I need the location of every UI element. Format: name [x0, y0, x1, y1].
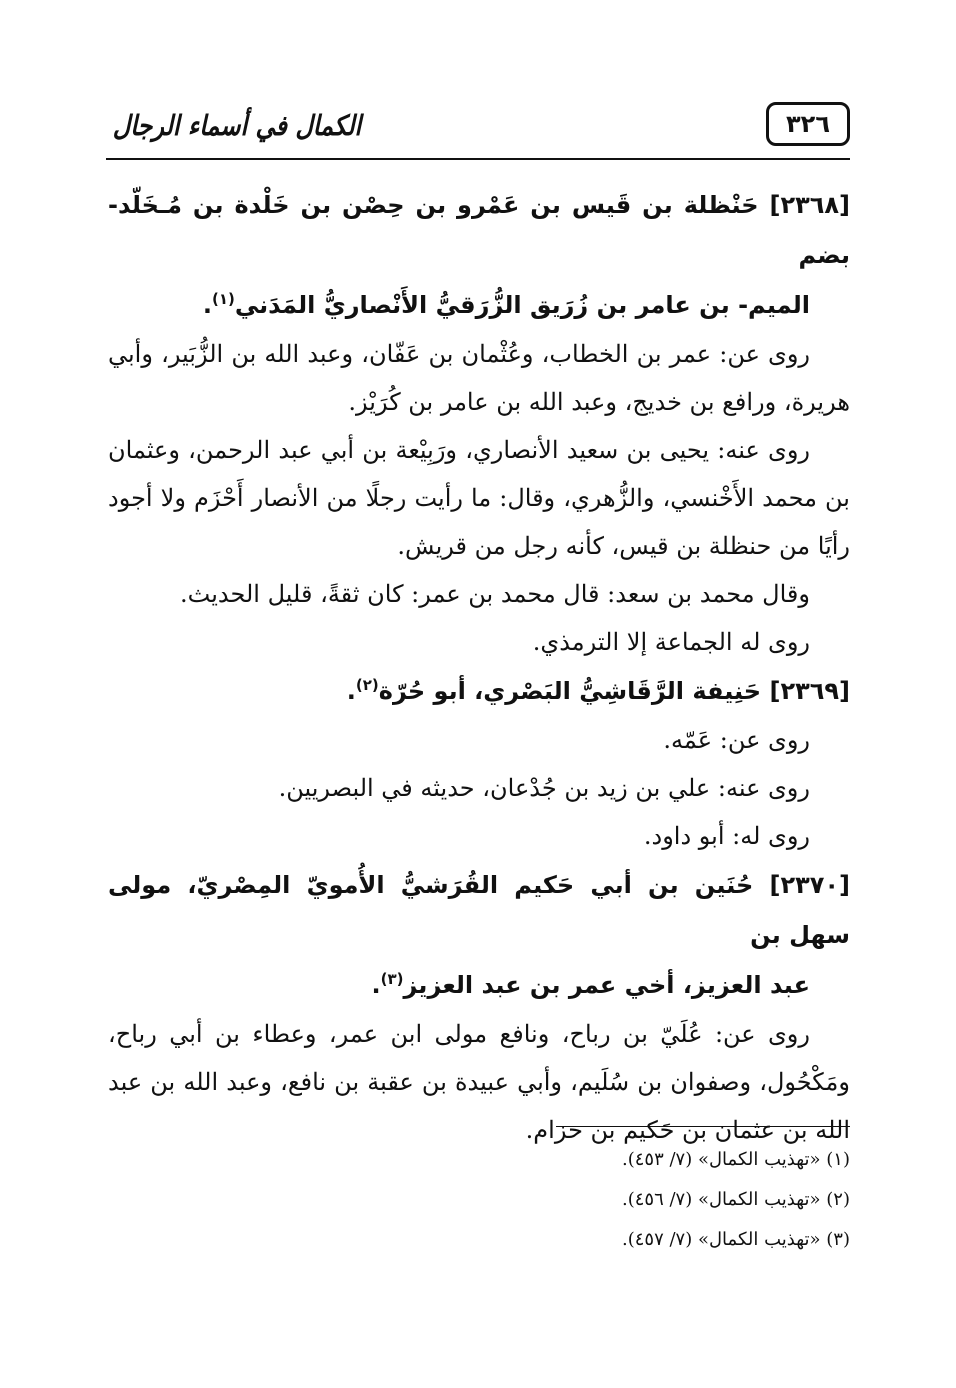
narrated-for: روى له: أبو داود. — [643, 822, 810, 850]
ibn-saad-quote: وقال محمد بن سعد: قال محمد بن عمر: كان ثقةً، قليل الحديث. — [180, 580, 810, 608]
footnote-ref: (٢) — [355, 676, 379, 694]
heading-period: . — [346, 677, 356, 705]
header-divider — [106, 158, 850, 160]
entry-heading-line: الميم- بن عامر بن زُرَيق الزُّرَقيُّ الأَنْصاريُّ المَدَني — [234, 291, 810, 319]
page-number: ٣٢٦ — [766, 102, 850, 146]
book-title — [112, 102, 362, 150]
entry-heading-line: عبد العزيز، أخي عمر بن عبد العزيز — [403, 971, 810, 999]
footnote-divider — [556, 1126, 850, 1127]
entry-heading-line: [٢٣٦٩] حَنِيفة الرَّقَاشِيُّ البَصْري، أبو حُرّة — [378, 677, 850, 705]
footnotes — [450, 1140, 850, 1260]
entry-heading-2368 — [108, 180, 850, 280]
entry-heading-2368-cont — [108, 280, 850, 330]
heading-period: . — [202, 291, 212, 319]
footnote-ref: (٣) — [380, 970, 404, 988]
page-body — [108, 180, 850, 1154]
entry-heading-2370 — [108, 860, 850, 960]
footnote-ref: (١) — [211, 290, 235, 308]
entry-heading-2370-cont — [108, 960, 850, 1010]
narrated-by: روى عنه: يحيى بن سعيد الأنصاري، ورَبِيْعة بن أبي عبد الرحمن، وعثمان بن محمد الأَخْنسي، والزُّهري، وقال: ما رأيت رجلًا من الأنصار أَحْزَم ولا أجود رأيًا من حنظلة بن قيس، كأنه رجل من قريش. — [108, 436, 850, 560]
book-title-text: الكمال في أسماء الرجال — [112, 109, 362, 143]
narrated-from: روى عن: عَمّه. — [663, 726, 810, 754]
narrated-from: روى عن: عُلَيّ بن رباح، ونافع مولى ابن عمر، وعطاء بن أبي رباح، ومَكْحُول، وصفوان بن سُلَيم، وأبي عبيدة بن عقبة بن نافع، وعبد الله بن عبد الله بن عثمان بن حَكيم بن حزام. — [108, 1020, 850, 1144]
footnote-1: (١) «تهذيب الكمال» (٧/ ٤٥٣). — [621, 1149, 850, 1170]
entry-heading-line: [٢٣٧٠] حُنَين بن أبي حَكيم القُرَشيُّ الأُمويّ المِصْريّ، مولى سهل بن — [108, 871, 850, 949]
entry-heading-2369 — [108, 666, 850, 716]
narrated-from: روى عن: عمر بن الخطاب، وعُثْمان بن عَفّان، وعبد الله بن الزُّبَير، وأبي هريرة، ورافع بن خديج، وعبد الله بن عامر بن كُرَيْز. — [108, 340, 850, 416]
narrated-for: روى له الجماعة إلا الترمذي. — [532, 628, 810, 656]
entry-heading-line: [٢٣٦٨] حَنْظلة بن قَيس بن عَمْرو بن حِصْن بن خَلْدة بن مُـخَلّد- بضم — [108, 191, 850, 269]
heading-period: . — [371, 971, 381, 999]
footnote-2: (٢) «تهذيب الكمال» (٧/ ٤٥٦). — [621, 1189, 850, 1210]
footnote-3: (٣) «تهذيب الكمال» (٧/ ٤٥٧). — [621, 1229, 850, 1250]
page-header — [106, 96, 850, 160]
narrated-by: روى عنه: علي بن زيد بن جُدْعان، حديثه في البصريين. — [278, 774, 810, 802]
